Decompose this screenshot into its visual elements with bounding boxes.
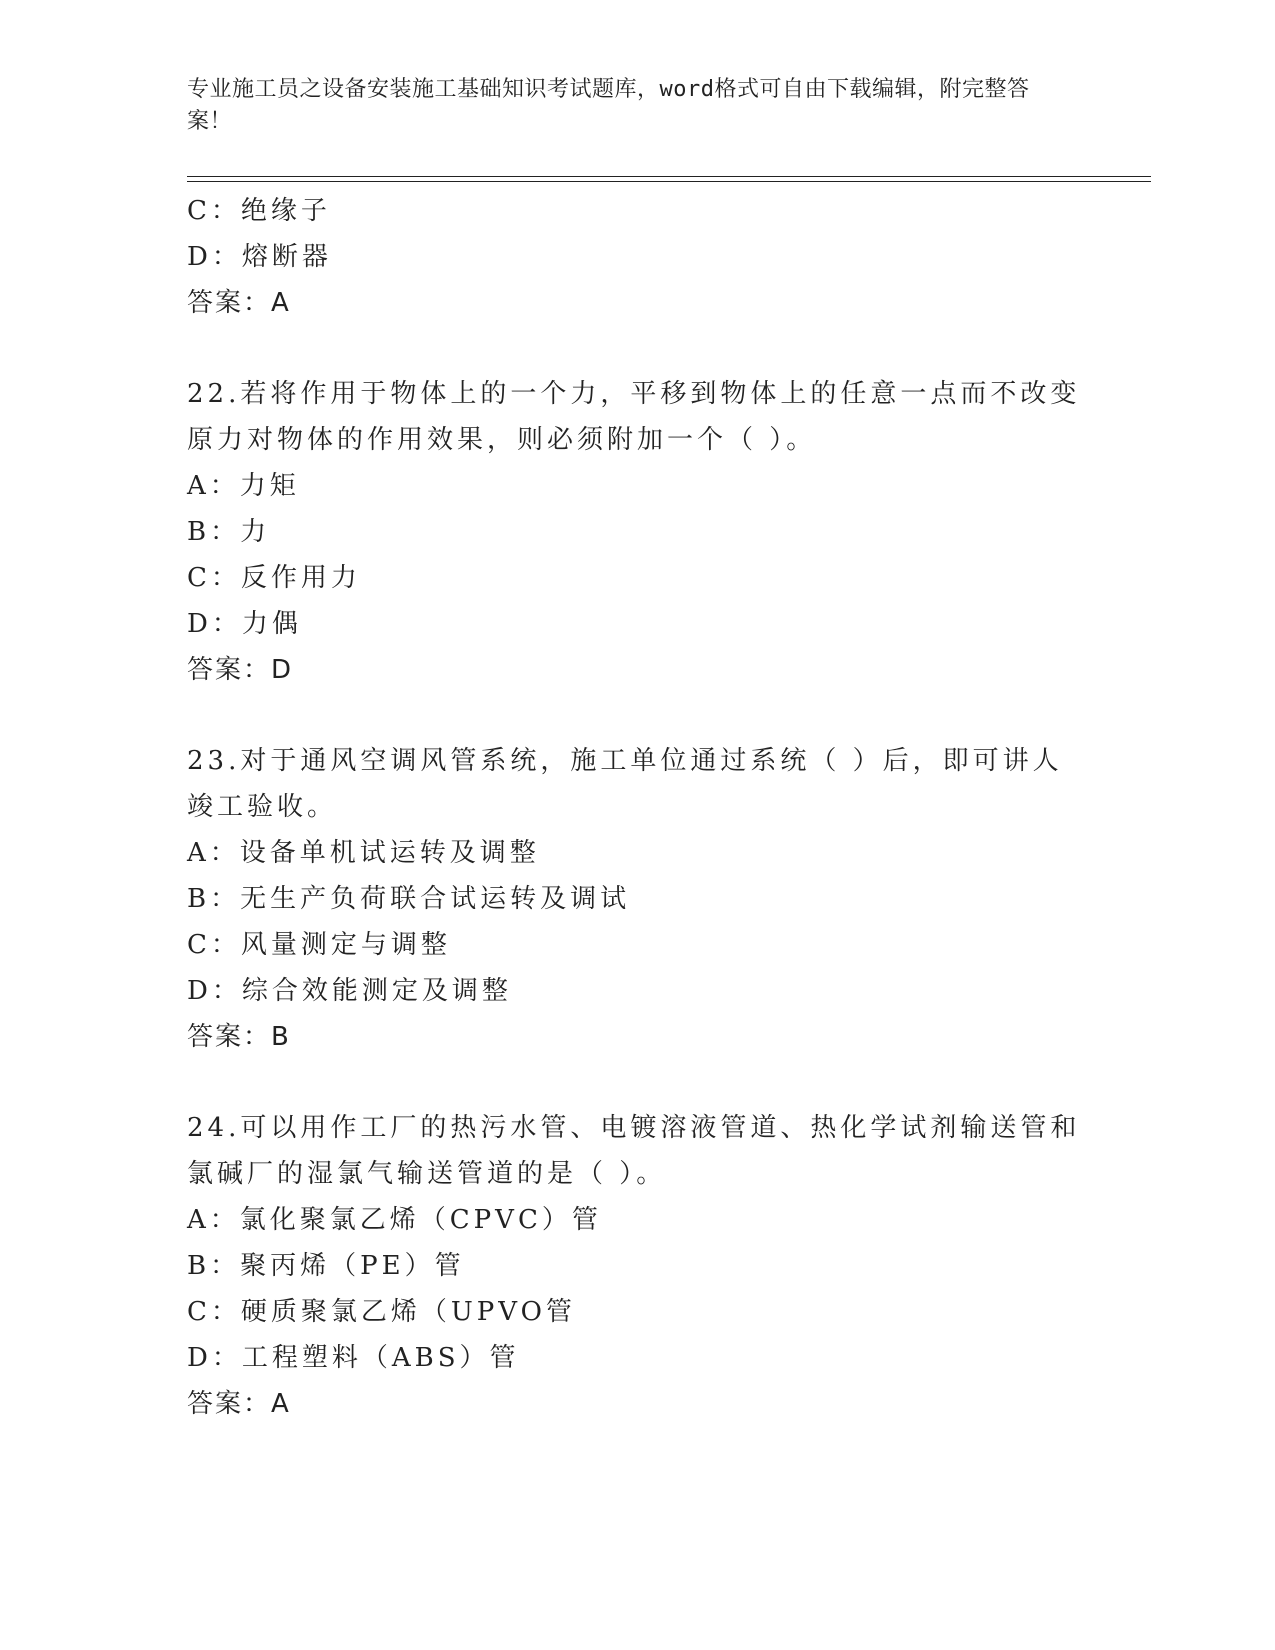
header-divider-bottom: [187, 181, 1151, 182]
question-21-continuation: [187, 188, 1087, 326]
option-c: C：绝缘子: [187, 196, 331, 226]
document-body: [187, 188, 1087, 1427]
option-d: D：综合效能测定及调整: [187, 976, 512, 1006]
option-d: D：力偶: [187, 609, 302, 639]
question-24: [187, 1105, 1087, 1427]
document-header: 专业施工员之设备安装施工基础知识考试题库，word格式可自由下载编辑，附完整答案！: [187, 77, 1030, 134]
option-a: A：力矩: [187, 471, 300, 501]
option-b: B：力: [187, 517, 271, 547]
option-d: D：熔断器: [187, 242, 332, 272]
option-b: B：聚丙烯（PE）管: [187, 1251, 465, 1281]
question-stem: 22.若将作用于物体上的一个力，平移到物体上的任意一点而不改变原力对物体的作用效果，则必须附加一个（ ）。: [187, 379, 1081, 455]
question-23: [187, 738, 1087, 1060]
answer-line: 答案：A: [187, 288, 291, 318]
question-stem: 24.可以用作工厂的热污水管、电镀溶液管道、热化学试剂输送管和氯碱厂的湿氯气输送管道的是（ ）。: [187, 1113, 1081, 1189]
question-22: [187, 371, 1087, 693]
answer-line: 答案：D: [187, 655, 294, 685]
option-d: D：工程塑料（ABS）管: [187, 1343, 520, 1373]
question-stem: 23.对于通风空调风管系统，施工单位通过系统（ ）后，即可讲人竣工验收。: [187, 746, 1063, 822]
option-c: C：硬质聚氯乙烯（UPVO管: [187, 1297, 576, 1327]
header-divider-top: [187, 176, 1151, 177]
option-c: C：风量测定与调整: [187, 930, 451, 960]
option-b: B：无生产负荷联合试运转及调试: [187, 884, 631, 914]
option-a: A：氯化聚氯乙烯（CPVC）管: [187, 1205, 602, 1235]
option-c: C：反作用力: [187, 563, 361, 593]
option-a: A：设备单机试运转及调整: [187, 838, 540, 868]
answer-line: 答案：A: [187, 1389, 291, 1419]
answer-line: 答案：B: [187, 1022, 291, 1052]
